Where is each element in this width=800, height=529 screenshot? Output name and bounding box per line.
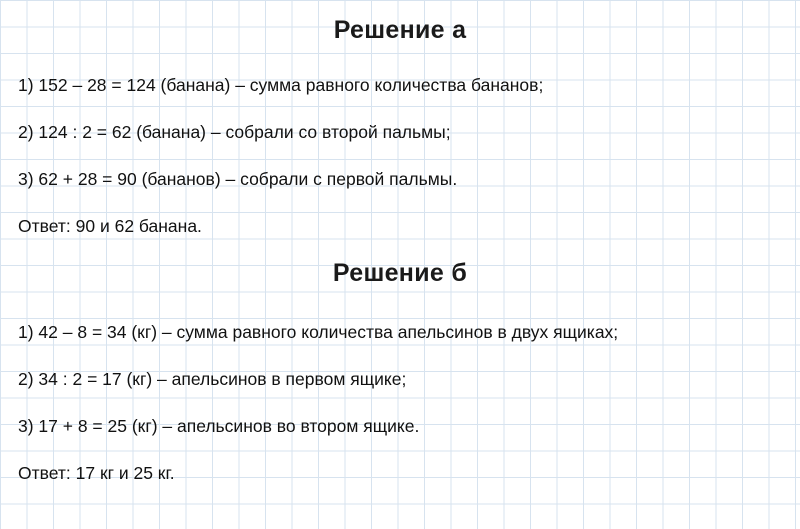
spacer [18,288,782,322]
spacer [18,437,782,463]
solution-b-step-1: 1) 42 – 8 = 34 (кг) – сумма равного количества апельсинов в двух ящиках; [18,322,619,342]
solution-a-body [18,75,782,237]
solution-a-step-2: 2) 124 : 2 = 62 (банана) – собрали со второй пальмы; [18,122,451,142]
spacer [18,390,782,416]
solution-b-step-3: 3) 17 + 8 = 25 (кг) – апельсинов во втором ящике. [18,416,420,436]
section-heading-a: Решение а [333,16,467,44]
solution-a-step-3: 3) 62 + 28 = 90 (бананов) – собрали с первой пальмы. [18,169,458,189]
spacer [18,343,782,369]
solution-a-step-1: 1) 152 – 28 = 124 (банана) – сумма равного количества бананов; [18,75,544,95]
spacer [18,96,782,122]
spacer [18,143,782,169]
solution-a-answer: Ответ: 90 и 62 банана. [18,216,202,236]
spacer [18,190,782,216]
solution-b-step-2: 2) 34 : 2 = 17 (кг) – апельсинов в первом ящике; [18,369,407,389]
solution-b-body [18,322,782,484]
solution-b-answer: Ответ: 17 кг и 25 кг. [18,463,175,483]
spacer [18,45,782,75]
section-heading-b: Решение б [332,259,468,287]
